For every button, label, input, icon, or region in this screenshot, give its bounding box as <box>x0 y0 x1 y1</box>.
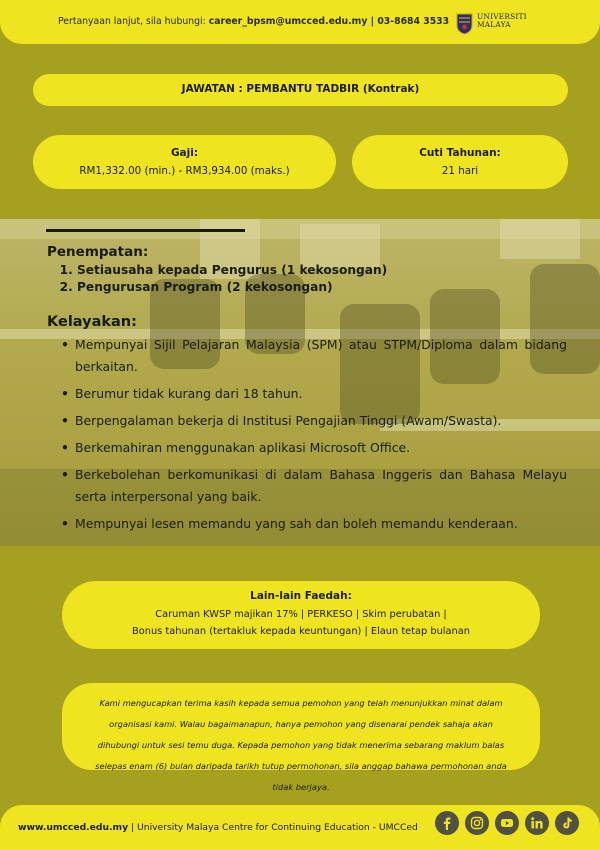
leave-box <box>352 135 568 189</box>
benefits-title: Lain-lain Faedah: <box>250 590 352 602</box>
footer-website[interactable]: www.umcced.edu.my <box>18 822 129 833</box>
logo-line1: UNIVERSITI <box>477 12 527 21</box>
youtube-icon[interactable] <box>495 811 519 835</box>
social-links <box>435 811 579 835</box>
qualification-item: • Berkebolehan berkomunikasi di dalam Bahasa Inggeris dan Bahasa Melayu serta interpersonal yang baik. <box>47 464 567 508</box>
qualifications-title: Kelayakan: <box>47 314 137 330</box>
linkedin-icon[interactable] <box>525 811 549 835</box>
qualification-item: • Mempunyai Sijil Pelajaran Malaysia (SPM) atau STPM/Diploma dalam bidang berkaitan. <box>47 334 567 378</box>
logo-line2: MALAYA <box>477 20 511 30</box>
footer-org: University Malaya Centre for Continuing Education - UMCCed <box>137 822 418 833</box>
position-title: JAWATAN : PEMBANTU TADBIR (Kontrak) <box>181 83 420 95</box>
footer-text <box>18 822 418 833</box>
qualification-item: • Berkemahiran menggunakan aplikasi Microsoft Office. <box>47 437 567 459</box>
placement-item: 2. Pengurusan Program (2 kekosongan) <box>77 280 567 294</box>
tiktok-icon[interactable] <box>555 811 579 835</box>
university-logo <box>456 13 527 35</box>
benefits-box <box>62 581 540 649</box>
logo-text <box>477 13 527 29</box>
position-title-box <box>33 74 568 106</box>
contact-email[interactable]: career_bpsm@umcced.edu.my <box>208 16 368 27</box>
qualification-item: • Mempunyai lesen memandu yang sah dan boleh memandu kenderaan. <box>47 513 567 535</box>
leave-value: 21 hari <box>441 165 479 177</box>
details-section <box>47 244 567 540</box>
divider-line <box>46 229 245 232</box>
contact-phone[interactable]: 03-8684 3533 <box>377 16 450 27</box>
contact-prefix: Pertanyaan lanjut, sila hubungi: <box>58 16 209 27</box>
qualifications-list <box>47 334 567 535</box>
notice-text: Kami mengucapkan terima kasih kepada semua pemohon yang telah menunjukkan minat dalam organisasi kami. Walau bagaimanapun, hanya pemohon yang disenarai pendek sahaja akan dihubungi untuk sesi temu duga. Kepada pemohon yang tidak menerima sebarang maklum balas selepas enam (6) bulan daripada tarikh tutup permohonan, sila anggap bahawa permohonan anda tidak berjaya. <box>95 698 507 792</box>
leave-label: Cuti Tahunan: <box>419 147 501 159</box>
benefits-line2: Bonus tahunan (tertakluk kepada keuntungan) | Elaun tetap bulanan <box>132 626 470 637</box>
placement-list <box>47 263 567 294</box>
qualification-item: • Berpengalaman bekerja di Institusi Pengajian Tinggi (Awam/Swasta). <box>47 410 567 432</box>
qualification-item: • Berumur tidak kurang dari 18 tahun. <box>47 383 567 405</box>
contact-info <box>58 16 449 27</box>
salary-box <box>33 135 336 189</box>
salary-value: RM1,332.00 (min.) - RM3,934.00 (maks.) <box>79 165 290 177</box>
notice-box <box>62 683 540 792</box>
benefits-line1: Caruman KWSP majikan 17% | PERKESO | Skim perubatan | <box>155 609 447 620</box>
placement-item: 1. Setiausaha kepada Pengurus (1 kekosongan) <box>77 263 567 277</box>
crest-icon <box>456 13 473 35</box>
facebook-icon[interactable] <box>435 811 459 835</box>
header-bar <box>0 0 600 44</box>
placement-title: Penempatan: <box>47 244 149 260</box>
instagram-icon[interactable] <box>465 811 489 835</box>
footer-separator: | <box>128 822 138 833</box>
salary-label: Gaji: <box>170 147 199 159</box>
contact-separator: | <box>367 16 378 27</box>
